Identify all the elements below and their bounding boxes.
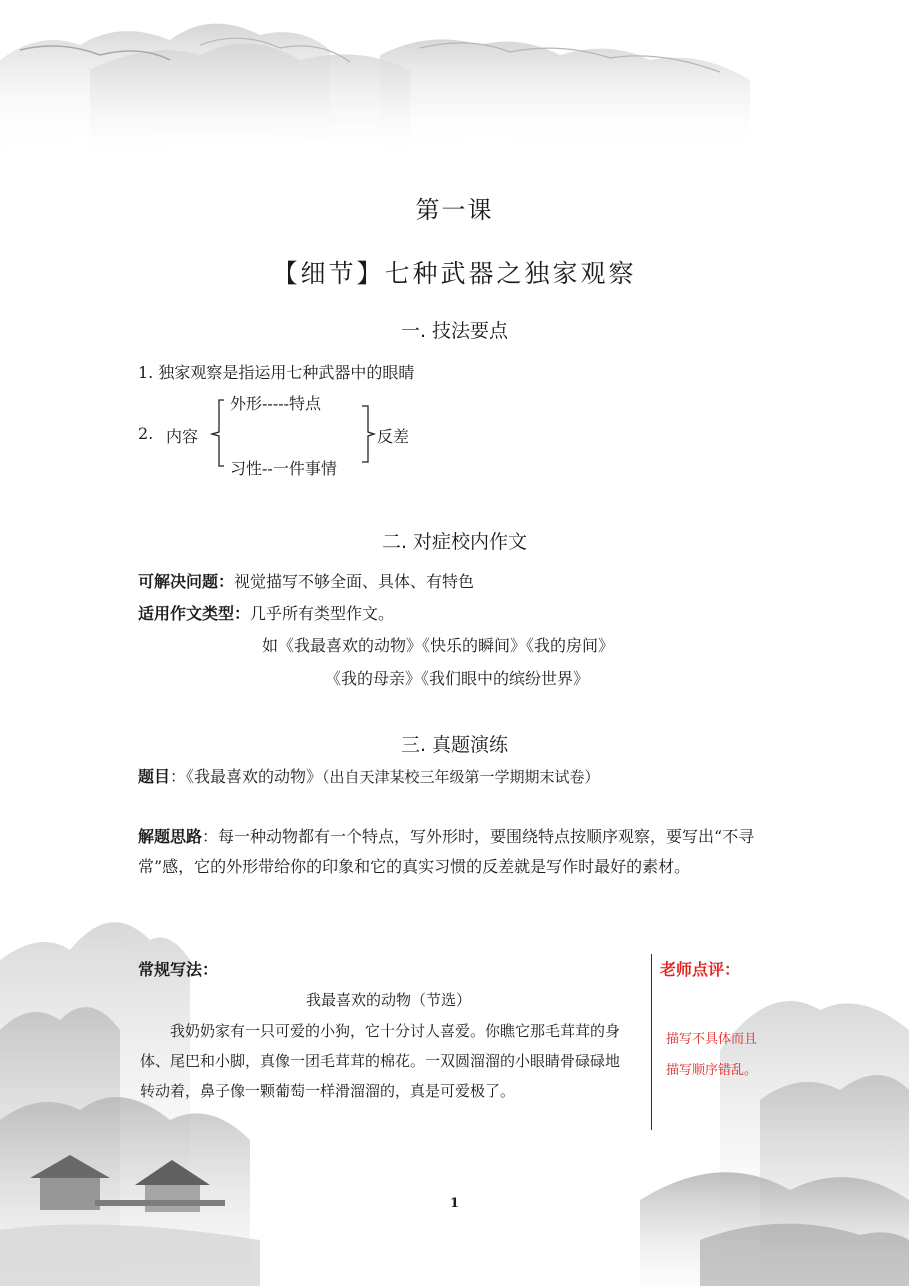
lesson-title: 【细节】七种武器之独家观察 [272, 259, 637, 288]
approach-paragraph [138, 822, 778, 882]
teacher-comment-line-2: 描写顺序错乱。 [666, 1063, 758, 1078]
section1-heading: 一. 技法要点 [400, 320, 509, 342]
section3-heading: 三. 真题演练 [400, 734, 509, 756]
essay-excerpt: 我奶奶家有一只可爱的小狗，它十分讨人喜爱。你瞧它那毛茸茸的身体、尾巴和小脚，真像一团毛茸茸的棉花。一双圆溜溜的小眼睛骨碌碌地转动着，鼻子像一颗葡萄一样滑溜溜的，真是可爱极了。 [140, 1022, 621, 1100]
branch-habits: 习性--一件事情 [230, 459, 337, 478]
teacher-comment-line-1: 描写不具体而且 [666, 1032, 758, 1047]
topic-line [138, 764, 600, 787]
problem-line [138, 569, 474, 592]
teacher-comment-label: 老师点评： [660, 960, 741, 979]
problem-label: 可解决问题： [138, 572, 235, 591]
essay-type-label: 适用作文类型： [138, 604, 251, 623]
section1-item1: 1. 独家观察是指运用七种武器中的眼睛 [138, 363, 415, 382]
right-brace [362, 406, 374, 462]
examples-line-1: 如《我最喜欢的动物》《快乐的瞬间》《我的房间》 [262, 636, 615, 655]
normal-writing-label: 常规写法： [138, 960, 219, 979]
topic-source: （出自天津某校三年级第一学期期末试卷） [322, 768, 600, 786]
essay-title: 我最喜欢的动物（节选） [306, 991, 472, 1009]
examples-line-2: 《我的母亲》《我们眼中的缤纷世界》 [325, 669, 590, 688]
topic-label: 题目 [138, 767, 171, 786]
page-number: 1 [449, 1196, 460, 1211]
section1-item2-number: 2. [138, 424, 154, 443]
left-brace [212, 400, 224, 466]
section1-item2-label: 内容 [166, 427, 199, 446]
essay-type-line [138, 601, 394, 624]
comment-divider [651, 954, 652, 1130]
lesson-number: 第一课 [415, 196, 494, 224]
section2-heading: 二. 对症校内作文 [381, 531, 528, 553]
branch-contrast: 反差 [377, 427, 410, 446]
approach-text: ：每一种动物都有一个特点，写外形时，要围绕特点按顺序观察，要写出“不寻常”感，它的外形带给你的印象和它的真实习惯的反差就是写作时最好的素材。 [138, 827, 755, 876]
essay-type-text: 几乎所有类型作文。 [250, 604, 395, 623]
branch-appearance: 外形-----特点 [230, 394, 322, 413]
approach-label: 解题思路 [138, 827, 203, 846]
topic-colon: ： [170, 767, 187, 786]
problem-text: 视觉描写不够全面、具体、有特色 [234, 572, 475, 591]
topic-text: 《我最喜欢的动物》 [186, 767, 323, 786]
